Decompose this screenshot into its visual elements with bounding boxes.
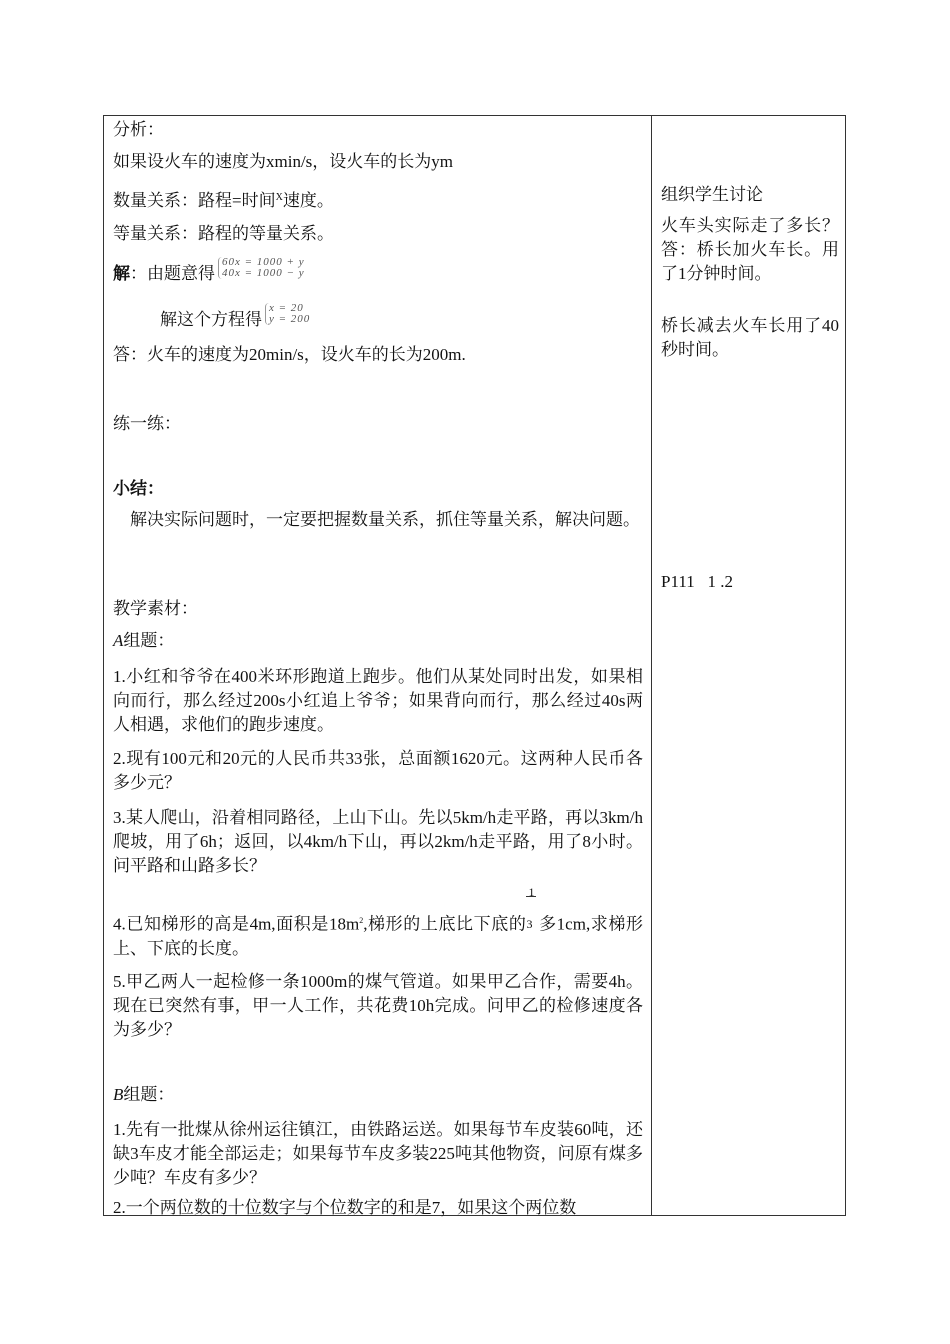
- problem-b2: 2.一个两位数的十位数字与个位数字的和是7，如果这个两位数: [113, 1198, 577, 1217]
- note-train-head: 火车头实际走了多长？答：桥长加火车长。用了1分钟时间。: [661, 216, 839, 283]
- summary-heading: 小结：: [113, 479, 164, 498]
- problem-a2: 2.现有100元和20元的人民币共33张，总面额1620元。这两种人民币各多少元？: [113, 749, 643, 792]
- note-discussion: 组织学生讨论: [661, 185, 763, 204]
- summary-text: 解决实际问题时，一定要把握数量关系，抓住等量关系，解决问题。: [130, 510, 640, 529]
- text: 数量关系：路程=时间: [113, 191, 276, 210]
- group-a-heading: [113, 629, 643, 653]
- equation-solution: [265, 303, 310, 325]
- text: A: [113, 631, 124, 650]
- text: 组题：: [123, 631, 175, 650]
- solve-label: 解: [113, 264, 130, 283]
- fraction: [526, 884, 538, 937]
- group-b-heading: [113, 1083, 643, 1107]
- equality-relation: 等量关系：路程的等量关系。: [113, 224, 334, 243]
- problem-a3: 3.某人爬山，沿着相同路径，上山下山。先以5km/h走平路，再以3km/h爬坡，用了6h；返回，以4km/h下山，再以2km/h走平路，用了8小时。问平路和山路多长？: [113, 808, 643, 875]
- answer: 答：火车的速度为20min/s，设火车的长为200m.: [113, 345, 466, 364]
- fraction-bar: [526, 896, 536, 897]
- problem-a5: 5.甲乙两人一起检修一条1000m的煤气管道。如果甲乙合作，需要4h。现在已突然有事，甲一人工作，共花费10h完成。问甲乙的检修速度各为多少？: [113, 972, 643, 1039]
- text: 多1cm,求梯形上、下底的长度。: [113, 914, 643, 958]
- text: ：由题意得: [130, 264, 215, 283]
- equation: 60x = 1000 + y: [222, 256, 305, 269]
- solution-result: [160, 302, 690, 332]
- materials-heading: 教学素材：: [113, 599, 198, 618]
- text: ,梯形的上底比下底的: [363, 914, 527, 934]
- practice-heading: 练一练：: [113, 414, 181, 433]
- text: 4.已知梯形的高是4m,面积是18m: [113, 914, 360, 934]
- solution-line: [113, 256, 643, 286]
- problem-a1: 1.小红和爷爷在400米环形跑道上跑步。他们从某处同时出发，如果相向而行，那么经过200s小红追上爷爷；如果背向而行，那么经过40s两人相遇，求他们的跑步速度。: [113, 667, 643, 734]
- equation: 40x = 1000 − y: [222, 267, 305, 280]
- equation-system: [218, 257, 305, 279]
- analysis-line: 如果设火车的速度为xmin/s，设火车的长为ym: [113, 152, 454, 171]
- denominator: 3: [526, 916, 533, 931]
- note-page-ref: P111 1 .2: [661, 572, 733, 591]
- text: 速度。: [282, 191, 334, 210]
- superscript: 2: [359, 916, 364, 925]
- numerator: 1: [528, 884, 535, 899]
- note-bridge: 桥长减去火车长用了40秒时间。: [661, 316, 839, 359]
- equation: x = 20: [269, 302, 304, 315]
- text: B: [113, 1085, 124, 1104]
- times-sign: X: [275, 192, 283, 203]
- equation: y = 200: [269, 313, 311, 326]
- analysis-title: 分析：: [113, 120, 164, 139]
- problem-a4: [113, 884, 643, 961]
- quantity-relation: [113, 186, 643, 213]
- text: 解这个方程得: [160, 310, 262, 329]
- problem-b1: 1.先有一批煤从徐州运往镇江，由铁路运送。如果每节车皮装60吨，还缺3车皮才能全部运走；如果每节车皮多装225吨其他物资，问原有煤多少吨？车皮有多少？: [113, 1120, 643, 1187]
- text: 组题：: [123, 1085, 175, 1104]
- column-divider: [651, 115, 652, 1216]
